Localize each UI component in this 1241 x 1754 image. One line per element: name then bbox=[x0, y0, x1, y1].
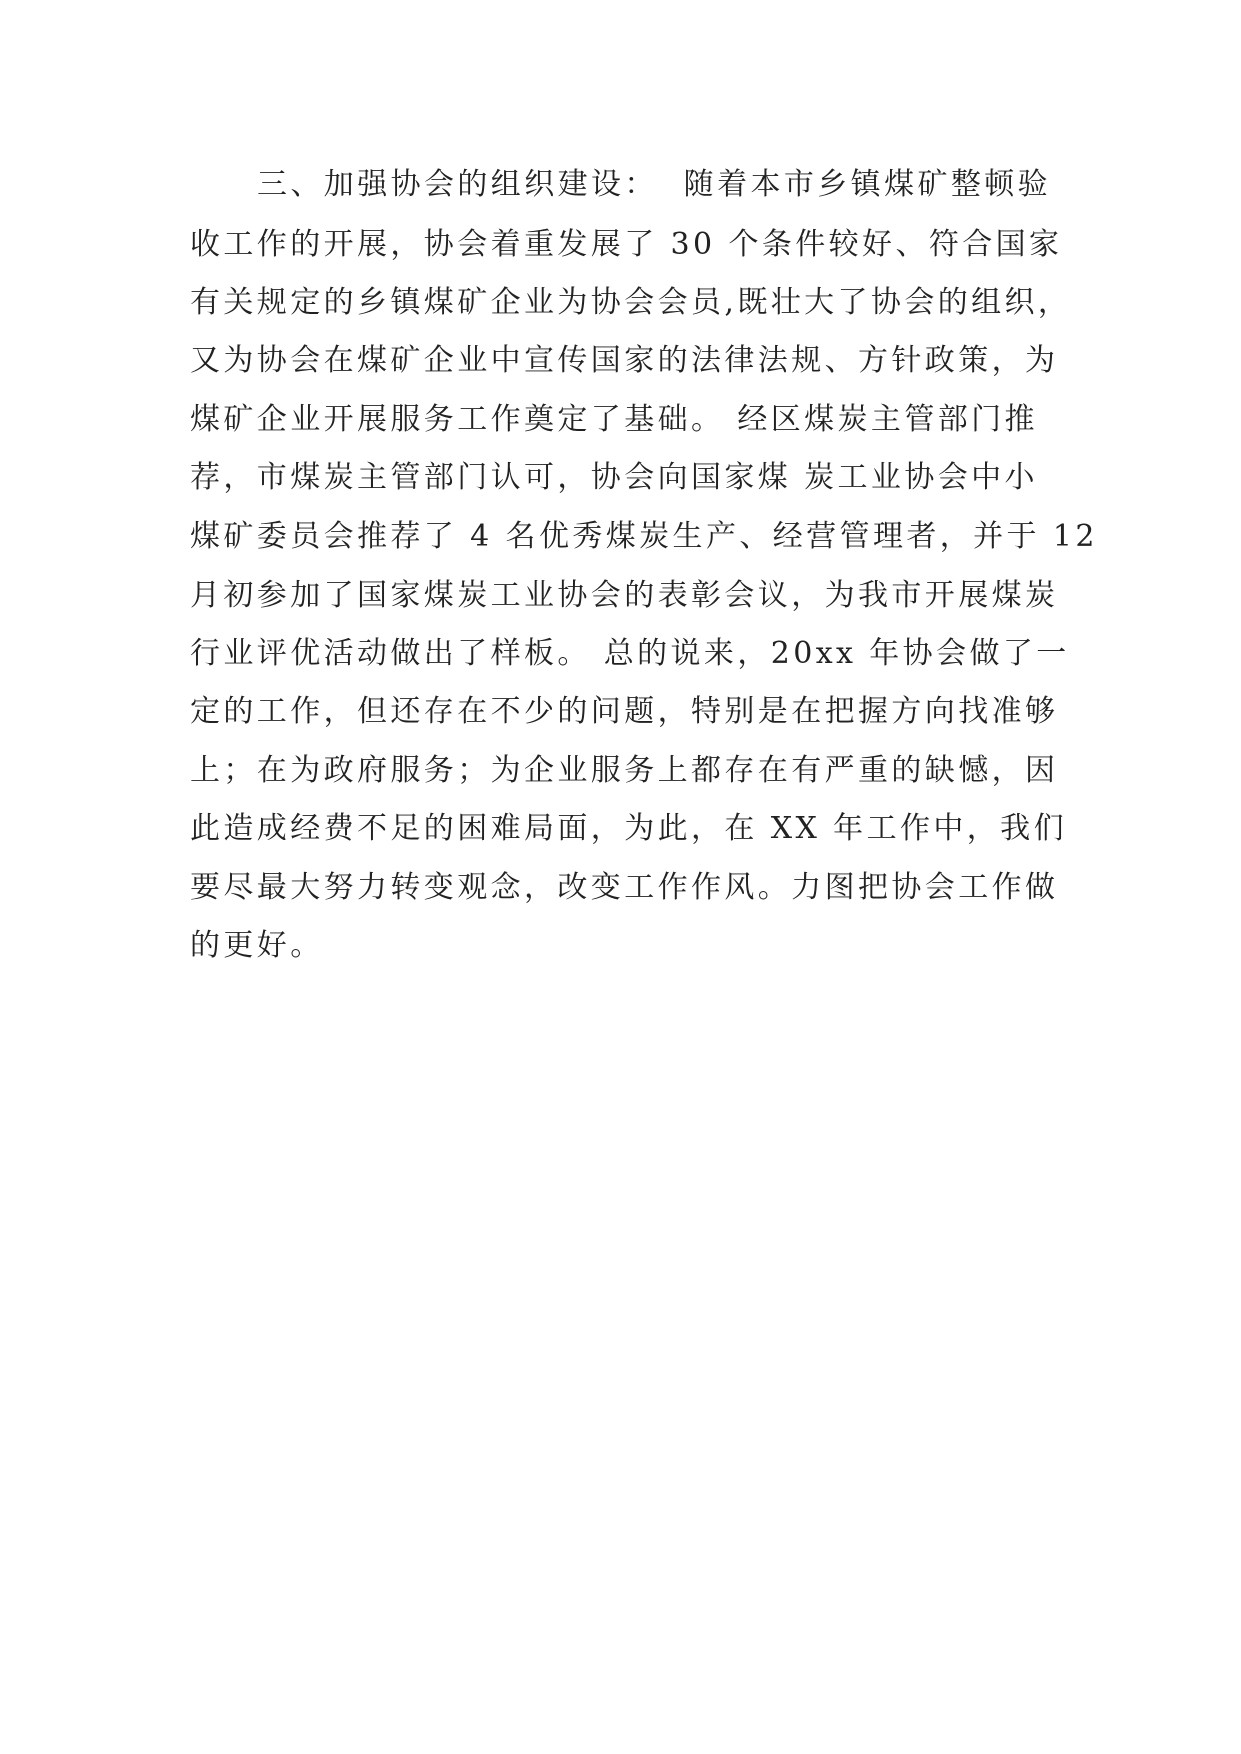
text-line: 上；在为政府服务；为企业服务上都存在有严重的缺憾，因 bbox=[190, 753, 1059, 788]
text-line: 收工作的开展，协会着重发展了 30 个条件较好、符合国家 bbox=[190, 227, 1063, 262]
text-line: 煤矿企业开展服务工作奠定了基础。 经区煤炭主管部门推 bbox=[190, 402, 1038, 437]
text-line: 要尽最大努力转变观念，改变工作作风。力图把协会工作做 bbox=[190, 870, 1059, 905]
text-line: 此造成经费不足的困难局面，为此，在 XX 年工作中，我们 bbox=[190, 811, 1067, 846]
text-line: 煤矿委员会推荐了 4 名优秀煤炭生产、经营管理者，并于 12 bbox=[190, 519, 1098, 554]
text-line: 月初参加了国家煤炭工业协会的表彰会议，为我市开展煤炭 bbox=[190, 578, 1059, 613]
text-line: 行业评优活动做出了样板。 总的说来，20xx 年协会做了一 bbox=[190, 636, 1070, 671]
text-line: 荐，市煤炭主管部门认可，协会向国家煤 炭工业协会中小 bbox=[190, 460, 1038, 495]
text-line: 又为协会在煤矿企业中宣传国家的法律法规、方针政策，为 bbox=[190, 343, 1059, 378]
text-line: 三、加强协会的组织建设： 随着本市乡镇煤矿整顿验 bbox=[257, 167, 1052, 202]
text-line: 的更好。 bbox=[190, 928, 324, 963]
text-line: 定的工作，但还存在不少的问题，特别是在把握方向找准够 bbox=[190, 694, 1059, 729]
text-line: 有关规定的乡镇煤矿企业为协会会员,既壮大了协会的组织， bbox=[190, 285, 1072, 320]
